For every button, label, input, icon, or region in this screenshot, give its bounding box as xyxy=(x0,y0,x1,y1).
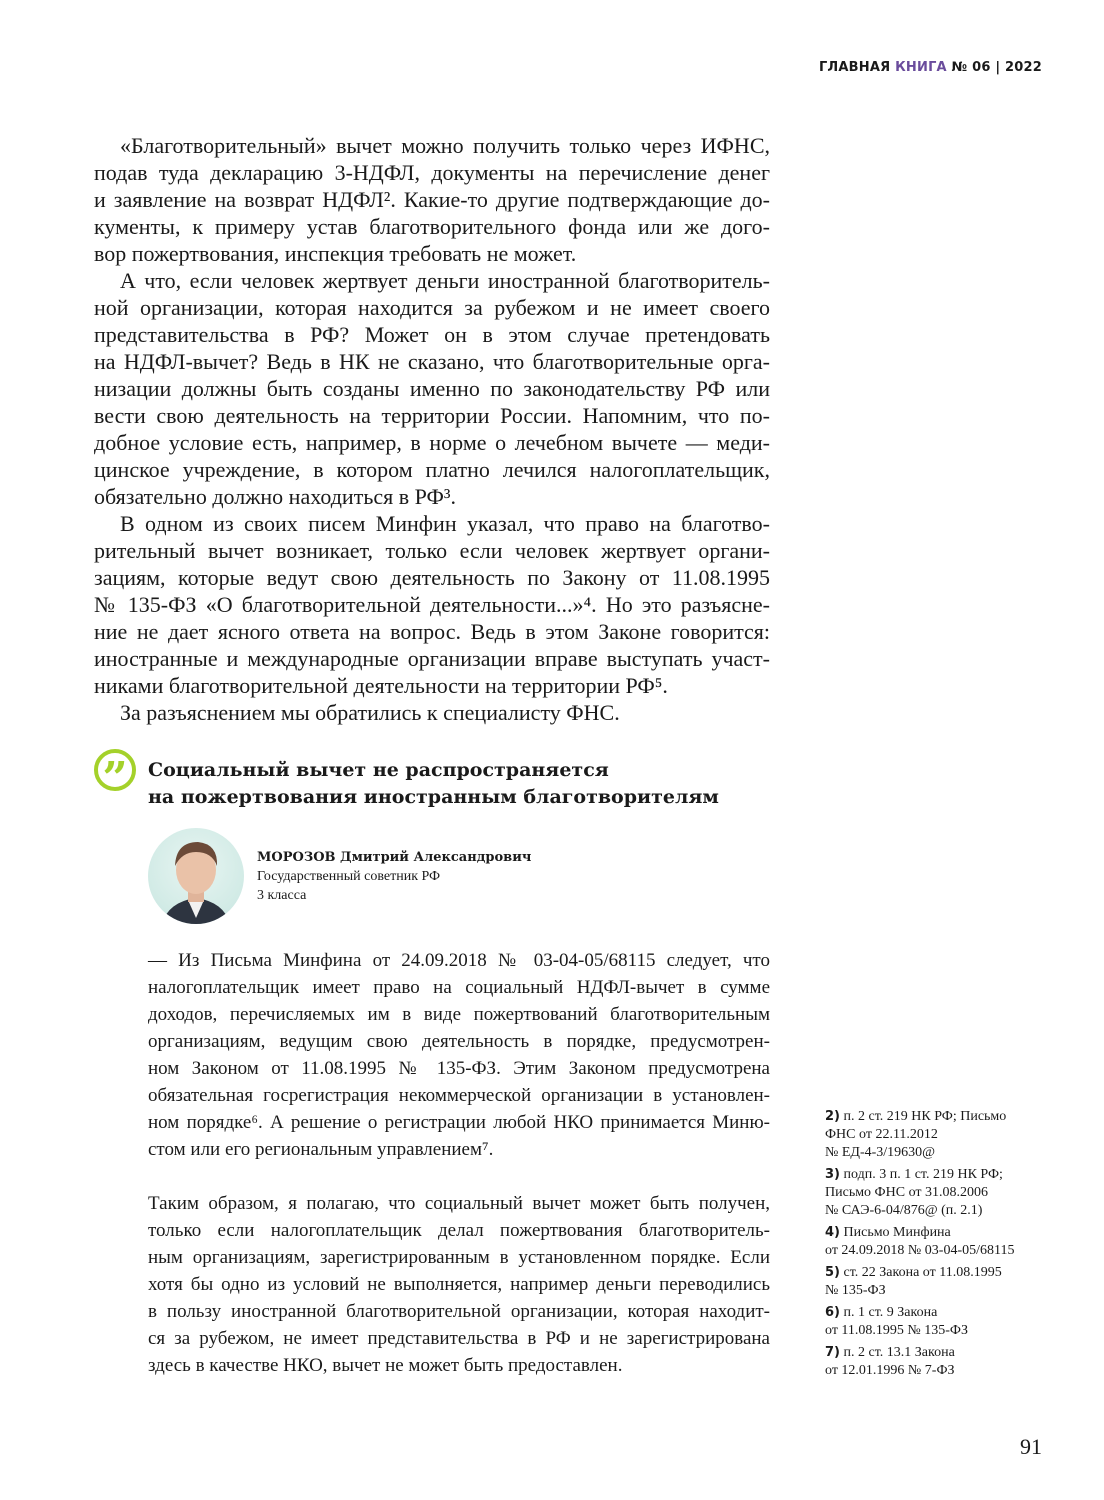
footnote-line xyxy=(825,1166,1055,1184)
footnote-line xyxy=(825,1304,1055,1322)
quote-line: обязательная госрегистрация некоммерческой организации в установлен- xyxy=(148,1085,770,1106)
footnote-number: 5) xyxy=(825,1265,840,1280)
running-header xyxy=(819,60,1042,75)
text-line: обязательно должно находиться в РФ³. xyxy=(94,484,456,509)
footnote xyxy=(825,1108,1055,1162)
text-line: За разъяснением мы обратились к специалисту ФНС. xyxy=(120,700,620,725)
footnote-line xyxy=(825,1108,1055,1126)
footnote-line xyxy=(825,1126,1055,1144)
text-line: № 135-ФЗ «О благотворительной деятельности...»⁴. Но это разъясне- xyxy=(94,592,770,617)
text-line: иностранные и международные организации вправе выступать участ- xyxy=(94,646,770,671)
quote-line: доходов, перечисляемых им в виде пожертвований благотворительным xyxy=(148,1004,770,1025)
footnote-text: от 11.08.1995 № 135-ФЗ xyxy=(825,1323,969,1338)
quote-line: ся за рубежом, не имеет представительства в РФ и не зарегистрирована xyxy=(148,1328,770,1349)
quote-line: организациям, ведущим свою деятельность в порядке, предусмотрен- xyxy=(148,1031,770,1052)
footnote-line xyxy=(825,1264,1055,1282)
expert-info xyxy=(257,848,531,905)
quote-title-line: на пожертвования иностранным благотворителям xyxy=(148,786,719,808)
quote-line: только если налогоплательщик делал пожертвования благотворитель- xyxy=(148,1220,770,1241)
footnote-text: № 135-ФЗ xyxy=(825,1283,886,1298)
footnote-line xyxy=(825,1242,1055,1260)
article-body xyxy=(94,132,770,726)
text-line: на НДФЛ-вычет? Ведь в НК не сказано, что благотворительные орга- xyxy=(94,349,770,374)
footnote-text: подп. 3 п. 1 ст. 219 НК РФ; xyxy=(843,1167,1003,1182)
footnote xyxy=(825,1166,1055,1220)
footnote xyxy=(825,1344,1055,1380)
footnote-line xyxy=(825,1344,1055,1362)
footnote xyxy=(825,1224,1055,1260)
footnote-line xyxy=(825,1282,1055,1300)
text-line: рительный вычет возникает, только если человек жертвует органи- xyxy=(94,538,770,563)
footnote-text: п. 2 ст. 13.1 Закона xyxy=(843,1345,955,1360)
expert-position: 3 класса xyxy=(257,888,307,903)
quote-line: ном порядке⁶. А решение о регистрации любой НКО принимается Миню- xyxy=(148,1112,770,1133)
text-line: подав туда декларацию 3-НДФЛ, документы на перечисление денег xyxy=(94,160,770,185)
text-line: вести свою деятельность на территории России. Напомним, что по- xyxy=(94,403,770,428)
text-line: А что, если человек жертвует деньги иностранной благотворитель- xyxy=(120,268,770,293)
text-line: В одном из своих писем Минфин указал, что право на благотво- xyxy=(120,511,770,536)
footnote-text: № САЭ-6-04/876@ (п. 2.1) xyxy=(825,1203,983,1218)
quote-title xyxy=(148,757,719,811)
brand-main: ГЛАВНАЯ xyxy=(818,60,891,75)
text-line: и заявление на возврат НДФЛ². Какие-то другие подтверждающие до- xyxy=(94,187,770,212)
footnote-line xyxy=(825,1144,1055,1162)
footnote-text: п. 2 ст. 219 НК РФ; Письмо xyxy=(843,1109,1007,1124)
text-line: вор пожертвования, инспекция требовать не может. xyxy=(94,241,577,266)
quote-line: — Из Письма Минфина от 24.09.2018 № 03-04-05/68115 следует, что xyxy=(148,950,770,971)
page-number: 91 xyxy=(1020,1434,1042,1459)
quote-line: хотя бы одно из условий не выполняется, например деньги переводились xyxy=(148,1274,770,1295)
footnote-line xyxy=(825,1322,1055,1340)
avatar xyxy=(148,828,244,924)
text-line: представительства в РФ? Может он в этом случае претендовать xyxy=(94,322,770,347)
paragraph-gap xyxy=(148,1163,770,1190)
footnotes xyxy=(825,1108,1055,1384)
quote-line: налогоплательщик имеет право на социальный НДФЛ-вычет в сумме xyxy=(148,977,770,998)
quote-line: ным организациям, зарегистрированным в установленном порядке. Если xyxy=(148,1247,770,1268)
footnote-line xyxy=(825,1184,1055,1202)
footnote-line xyxy=(825,1362,1055,1380)
brand-accent: КНИГА xyxy=(895,60,947,75)
footnote-number: 3) xyxy=(825,1167,840,1182)
text-line: добное условие есть, например, в норме о лечебном вычете — меди- xyxy=(94,430,770,455)
footnote-text: от 24.09.2018 № 03-04-05/68115 xyxy=(825,1243,1015,1258)
footnote-text: Письмо ФНС от 31.08.2006 xyxy=(825,1185,989,1200)
quote-title-line: Социальный вычет не распространяется xyxy=(148,759,609,781)
footnote-text: Письмо Минфина xyxy=(843,1225,951,1240)
footnote-number: 6) xyxy=(825,1305,840,1320)
text-line: ние не дает ясного ответа на вопрос. Ведь в этом Законе говорится: xyxy=(94,619,770,644)
text-line: низации должны быть созданы именно по законодательству РФ или xyxy=(94,376,770,401)
text-line: цинское учреждение, в котором платно лечился налогоплательщик, xyxy=(94,457,770,482)
issue-number: № 06 | 2022 xyxy=(951,60,1042,75)
expert-name: МОРОЗОВ Дмитрий Александрович xyxy=(257,850,532,865)
footnote-text: № ЕД-4-3/19630@ xyxy=(825,1145,936,1160)
quote-line: Таким образом, я полагаю, что социальный вычет может быть получен, xyxy=(148,1193,770,1214)
footnote-number: 4) xyxy=(825,1225,840,1240)
quote-line: в пользу иностранной благотворительной организации, которая находит- xyxy=(148,1301,770,1322)
quote-line: здесь в качестве НКО, вычет не может быть предоставлен. xyxy=(148,1355,623,1376)
footnote-line xyxy=(825,1202,1055,1220)
text-line: «Благотворительный» вычет можно получить только через ИФНС, xyxy=(120,133,770,158)
footnote xyxy=(825,1304,1055,1340)
text-line: кументы, к примеру устав благотворительного фонда или же дого- xyxy=(94,214,770,239)
footnote-line xyxy=(825,1224,1055,1242)
quote-line: ном Законом от 11.08.1995 № 135-ФЗ. Этим Законом предусмотрена xyxy=(148,1058,770,1079)
text-line: никами благотворительной деятельности на территории РФ⁵. xyxy=(94,673,668,698)
text-line: зациям, которые ведут свою деятельность по Закону от 11.08.1995 xyxy=(94,565,770,590)
expert-position: Государственный советник РФ xyxy=(257,869,441,884)
footnote-text: от 12.01.1996 № 7-ФЗ xyxy=(825,1363,955,1378)
footnote-number: 2) xyxy=(825,1109,840,1124)
footnote-text: ст. 22 Закона от 11.08.1995 xyxy=(843,1265,1002,1280)
text-line: ной организации, которая находится за рубежом и не имеет своего xyxy=(94,295,770,320)
footnote xyxy=(825,1264,1055,1300)
expert-quote xyxy=(148,947,770,1379)
quote-line: стом или его региональным управлением⁷. xyxy=(148,1139,494,1160)
quote-icon: ” xyxy=(94,749,136,791)
footnote-text: ФНС от 22.11.2012 xyxy=(825,1127,938,1142)
footnote-number: 7) xyxy=(825,1345,840,1360)
footnote-text: п. 1 ст. 9 Закона xyxy=(843,1305,938,1320)
